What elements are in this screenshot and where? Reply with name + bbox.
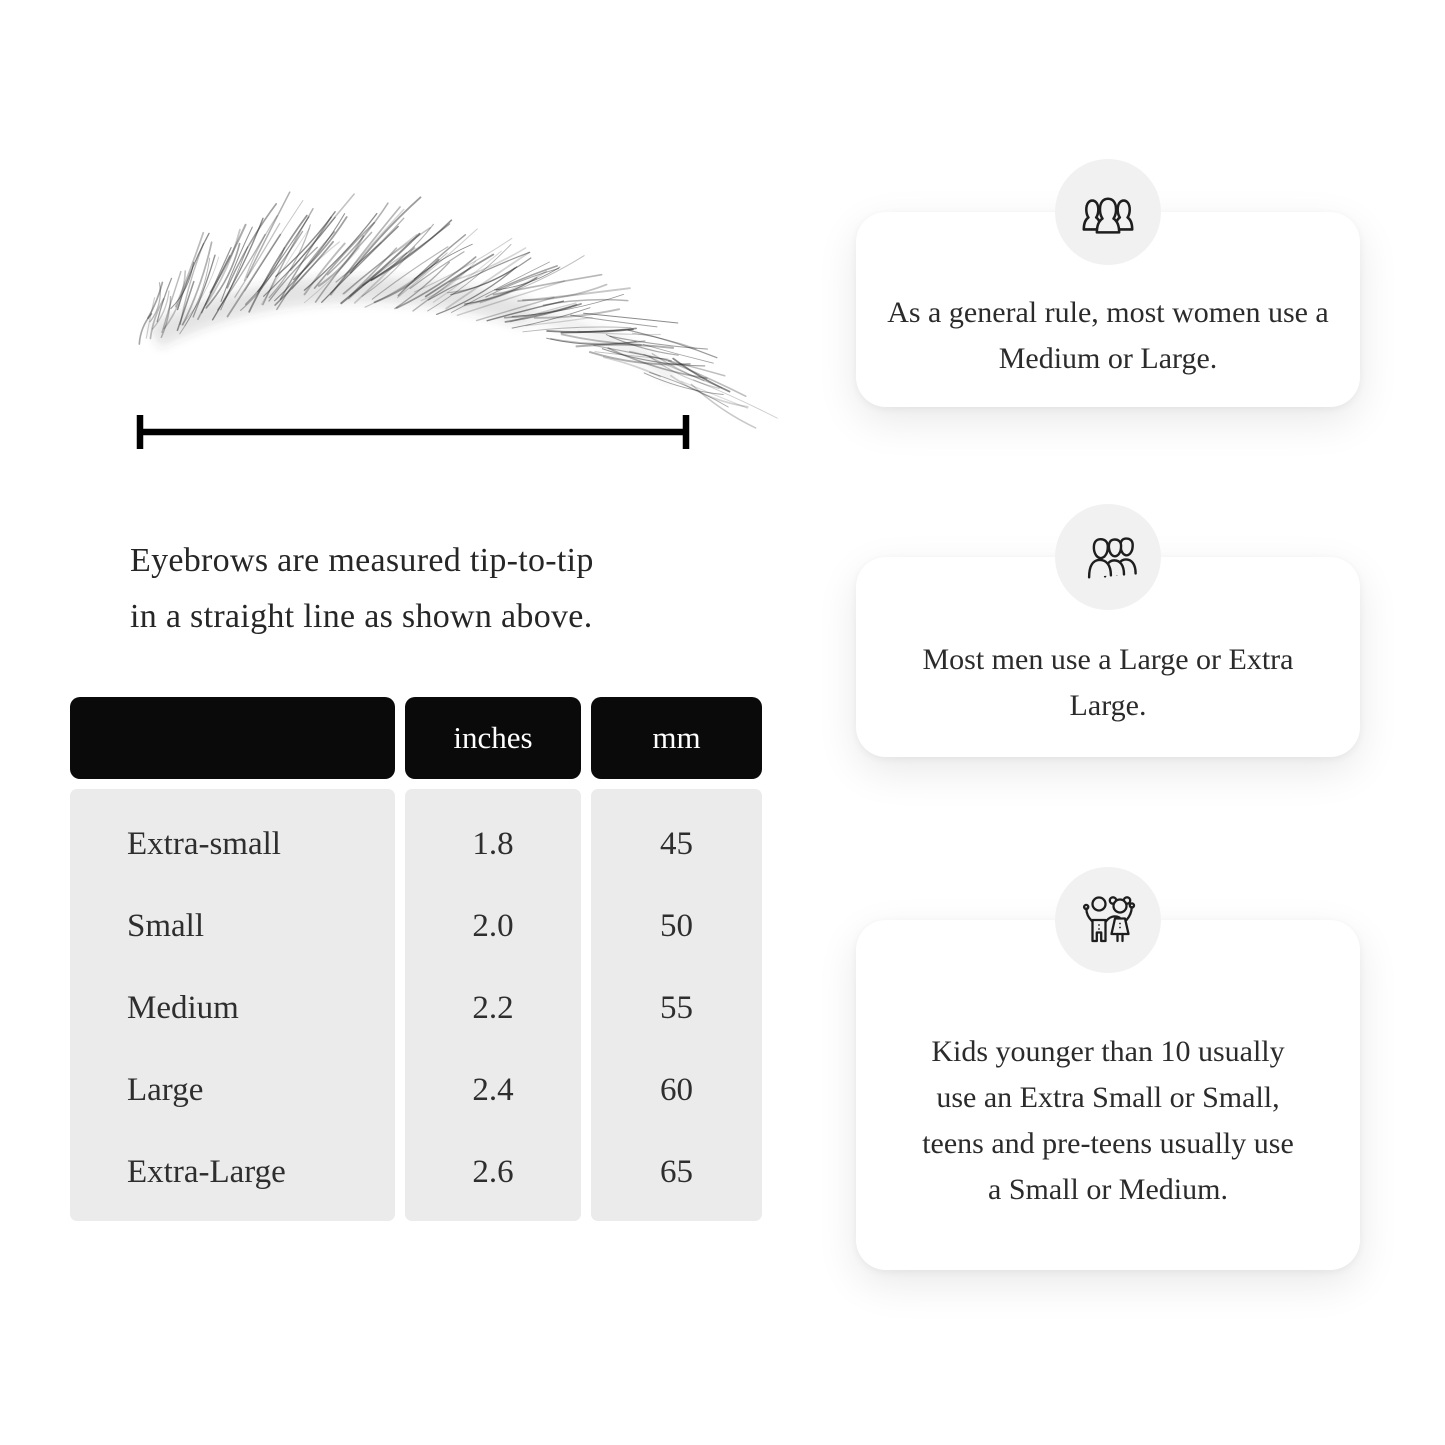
info-card-kids: [856, 920, 1360, 1270]
table-cell-inches: 1.8: [472, 825, 514, 862]
table-cell-mm: 65: [660, 1153, 693, 1190]
measurement-line: [132, 412, 694, 452]
men-group-icon: [1077, 531, 1139, 583]
icon-circle: [1055, 504, 1161, 610]
table-cell-mm: 55: [660, 989, 693, 1026]
eyebrow-illustration: [108, 228, 708, 428]
measurement-caption-line-2: in a straight line as shown above.: [130, 598, 593, 635]
card-text-kids: Kids younger than 10 usually use an Extra Small or Small, teens and pre-teens usually use a Small or Medium.: [922, 1035, 1294, 1206]
icon-circle: [1055, 159, 1161, 265]
icon-circle: [1055, 867, 1161, 973]
table-cell-inches: 2.2: [472, 989, 514, 1026]
table-cell-inches: 2.6: [472, 1153, 514, 1190]
size-table: [70, 697, 762, 1221]
header-cell-inches: inches: [405, 697, 581, 779]
measurement-caption: [130, 533, 790, 645]
table-cell-mm: 45: [660, 825, 693, 862]
table-cell-inches: 2.0: [472, 907, 514, 944]
table-cell-inches: 2.4: [472, 1071, 514, 1108]
table-row-label: Small: [127, 907, 205, 944]
size-label-column: [70, 789, 395, 1221]
info-card-men: [856, 557, 1360, 757]
card-text-women: As a general rule, most women use a Medium or Large.: [887, 295, 1329, 375]
info-card-women: [856, 212, 1360, 407]
table-cell-mm: 50: [660, 907, 693, 944]
table-row-label: Large: [127, 1071, 204, 1108]
kids-icon: [1076, 891, 1140, 949]
table-row-label: Medium: [127, 989, 239, 1026]
table-row-label: Extra-Large: [127, 1153, 286, 1190]
header-cell-size: [70, 697, 395, 779]
mm-column: [591, 789, 762, 1221]
size-table-header: [70, 697, 762, 779]
header-cell-mm: mm: [591, 697, 762, 779]
card-text-men: Most men use a Large or Extra Large.: [922, 643, 1294, 722]
inches-column: [405, 789, 581, 1221]
table-row-label: Extra-small: [127, 825, 281, 862]
women-group-icon: [1077, 186, 1139, 238]
size-table-body: [70, 789, 762, 1221]
table-cell-mm: 60: [660, 1071, 693, 1108]
measurement-caption-line-1: Eyebrows are measured tip-to-tip: [130, 542, 594, 579]
